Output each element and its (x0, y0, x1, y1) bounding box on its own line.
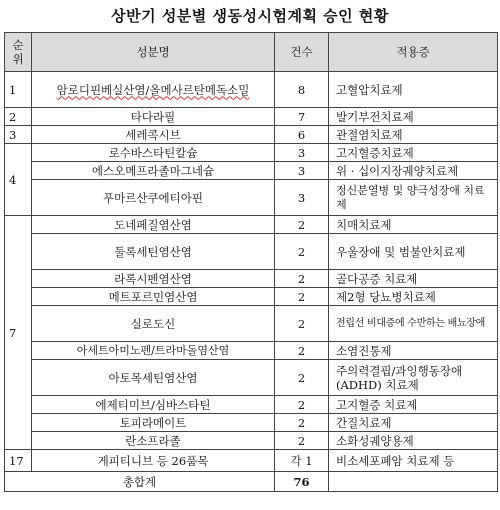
row-indication: 관절염치료제 (329, 126, 498, 144)
row-count: 2 (275, 270, 329, 288)
table-row (5, 306, 498, 342)
row-ingredient: 암로디핀베실산염/올메사르탄메독소밀 (32, 72, 275, 108)
row-ingredient: 메트포르민염산염 (32, 288, 275, 306)
row-seq: 17 (5, 450, 32, 472)
table-row (5, 270, 498, 288)
row-ingredient: 로수바스타틴칼슘 (32, 144, 275, 162)
table-row (5, 144, 498, 162)
table-row (5, 288, 498, 306)
approval-status-table (4, 32, 498, 492)
row-count: 7 (275, 108, 329, 126)
row-count: 2 (275, 342, 329, 360)
row-ingredient: 토피라메이트 (32, 414, 275, 432)
row-indication: 간질치료제 (329, 414, 498, 432)
row-ingredient: 아세트아미노펜/트라마돌염산염 (32, 342, 275, 360)
header-seq: 순위 (5, 33, 32, 72)
total-row (5, 472, 498, 492)
total-empty-cell (329, 472, 498, 492)
row-count: 2 (275, 234, 329, 270)
header-count: 건수 (275, 33, 329, 72)
row-count: 2 (275, 360, 329, 396)
table-row (5, 180, 498, 216)
table-row (5, 234, 498, 270)
table-row (5, 108, 498, 126)
row-ingredient: 푸마르산쿠에티아핀 (32, 180, 275, 216)
table-row (5, 126, 498, 144)
header-ingredient: 성분명 (32, 33, 275, 72)
row-ingredient: 라록시펜염산염 (32, 270, 275, 288)
row-indication: 주의력결핍/과잉행동장애(ADHD) 치료제 (329, 360, 498, 396)
row-count: 2 (275, 306, 329, 342)
row-count: 6 (275, 126, 329, 144)
header-indication: 적용증 (329, 33, 498, 72)
row-count: 3 (275, 180, 329, 216)
row-count: 8 (275, 72, 329, 108)
row-count: 3 (275, 144, 329, 162)
total-count: 76 (275, 472, 329, 492)
row-indication: 고혈압치료제 (329, 72, 498, 108)
row-indication: 비소세포폐암 치료제 등 (329, 450, 498, 472)
row-indication: 고지혈증 치료제 (329, 396, 498, 414)
row-ingredient: 게피티니브 등 26품목 (32, 450, 275, 472)
row-indication: 발기부전치료제 (329, 108, 498, 126)
row-seq: 1 (5, 72, 32, 108)
table-row (5, 360, 498, 396)
table-row (5, 72, 498, 108)
row-indication: 치매치료제 (329, 216, 498, 234)
row-count: 각 1 (275, 450, 329, 472)
row-count: 2 (275, 396, 329, 414)
row-count: 3 (275, 162, 329, 180)
row-indication: 우울장애 및 범불안치료제 (329, 234, 498, 270)
row-indication: 제2형 당뇨병치료제 (329, 288, 498, 306)
row-count: 2 (275, 216, 329, 234)
row-ingredient: 에제티미브/심바스타틴 (32, 396, 275, 414)
row-seq: 4 (5, 144, 32, 216)
table-header-row (5, 33, 498, 72)
table-row (5, 342, 498, 360)
row-ingredient: 세레콕시브 (32, 126, 275, 144)
row-ingredient: 도네페질염산염 (32, 216, 275, 234)
row-ingredient: 란소프라졸 (32, 432, 275, 450)
row-indication: 전립선 비대증에 수반하는 배뇨장애 (329, 306, 498, 342)
row-indication: 위 · 십이지장궤양치료제 (329, 162, 498, 180)
row-indication: 정신분열병 및 양극성장애 치료제 (329, 180, 498, 216)
row-ingredient: 에스오메프라졸마그네슘 (32, 162, 275, 180)
table-row (5, 396, 498, 414)
row-indication: 소염진통제 (329, 342, 498, 360)
row-count: 2 (275, 432, 329, 450)
row-indication: 고지혈증치료제 (329, 144, 498, 162)
row-ingredient: 실로도신 (32, 306, 275, 342)
row-indication: 골다공증 치료제 (329, 270, 498, 288)
total-label: 총합계 (5, 472, 275, 492)
row-count: 2 (275, 288, 329, 306)
table-row (5, 432, 498, 450)
row-count: 2 (275, 414, 329, 432)
table-row (5, 216, 498, 234)
row-ingredient: 아토목세틴염산염 (32, 360, 275, 396)
row-indication: 소화성궤양용제 (329, 432, 498, 450)
row-seq: 7 (5, 216, 32, 450)
table-row (5, 414, 498, 432)
row-seq: 2 (5, 108, 32, 126)
table-row (5, 450, 498, 472)
row-ingredient: 둘록세틴염산염 (32, 234, 275, 270)
row-ingredient: 타다라필 (32, 108, 275, 126)
table-row (5, 162, 498, 180)
row-seq: 3 (5, 126, 32, 144)
document-title: 상반기 성분별 생동성시험계획 승인 현황 (111, 7, 389, 25)
